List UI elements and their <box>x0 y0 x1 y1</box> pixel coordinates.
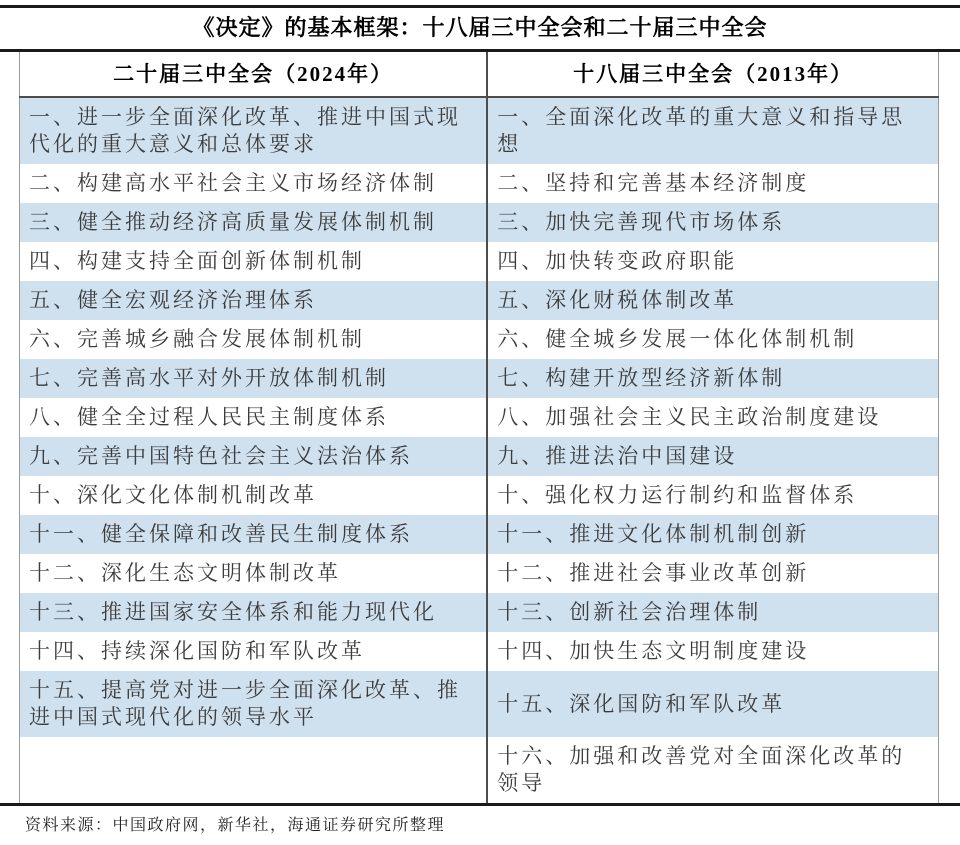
table-row <box>20 97 939 164</box>
framework-item-2013: 十二、推进社会事业改革创新 <box>487 554 938 593</box>
framework-item-2024: 七、完善高水平对外开放体制机制 <box>20 359 488 398</box>
table-row <box>20 671 939 737</box>
framework-item-2013: 十五、深化国防和军队改革 <box>487 671 938 737</box>
framework-item-2013: 十、强化权力运行制约和监督体系 <box>487 476 938 515</box>
table-row <box>20 515 939 554</box>
framework-item-2024: 十四、持续深化国防和军队改革 <box>20 632 488 671</box>
framework-item-2013: 一、全面深化改革的重大意义和指导思想 <box>487 97 938 164</box>
table-row <box>20 476 939 515</box>
table-header-row <box>20 52 939 97</box>
table-row <box>20 632 939 671</box>
framework-item-2013: 十四、加快生态文明制度建设 <box>487 632 938 671</box>
framework-item-2024: 九、完善中国特色社会主义法治体系 <box>20 437 488 476</box>
framework-item-2024: 十一、健全保障和改善民生制度体系 <box>20 515 488 554</box>
framework-item-2024: 十五、提高党对进一步全面深化改革、推进中国式现代化的领导水平 <box>20 671 488 737</box>
column-header-2013: 十八届三中全会（2013年） <box>487 52 938 97</box>
table-row <box>20 281 939 320</box>
table-row <box>20 437 939 476</box>
framework-item-2024: 二、构建高水平社会主义市场经济体制 <box>20 164 488 203</box>
framework-item-2013: 四、加快转变政府职能 <box>487 242 938 281</box>
comparison-table <box>19 52 939 803</box>
framework-item-2024: 十、深化文化体制机制改革 <box>20 476 488 515</box>
framework-item-2024 <box>20 737 488 803</box>
table-row <box>20 554 939 593</box>
table-row <box>20 164 939 203</box>
table-row <box>20 593 939 632</box>
table-row <box>20 320 939 359</box>
framework-item-2024: 一、进一步全面深化改革、推进中国式现代化的重大意义和总体要求 <box>20 97 488 164</box>
table-row <box>20 737 939 803</box>
framework-item-2013: 五、深化财税体制改革 <box>487 281 938 320</box>
framework-item-2013: 十一、推进文化体制机制创新 <box>487 515 938 554</box>
framework-item-2013: 六、健全城乡发展一体化体制机制 <box>487 320 938 359</box>
framework-item-2013: 十六、加强和改善党对全面深化改革的领导 <box>487 737 938 803</box>
source-note: 资料来源：中国政府网，新华社，海通证券研究所整理 <box>25 817 446 834</box>
table-row <box>20 242 939 281</box>
framework-item-2024: 十二、深化生态文明体制改革 <box>20 554 488 593</box>
framework-item-2013: 三、加快完善现代市场体系 <box>487 203 938 242</box>
framework-item-2013: 八、加强社会主义民主政治制度建设 <box>487 398 938 437</box>
framework-item-2013: 二、坚持和完善基本经济制度 <box>487 164 938 203</box>
table-row <box>20 359 939 398</box>
column-header-2024: 二十届三中全会（2024年） <box>20 52 488 97</box>
table-row <box>20 203 939 242</box>
framework-item-2013: 十三、创新社会治理体制 <box>487 593 938 632</box>
framework-item-2024: 五、健全宏观经济治理体系 <box>20 281 488 320</box>
framework-item-2013: 七、构建开放型经济新体制 <box>487 359 938 398</box>
framework-item-2024: 三、健全推动经济高质量发展体制机制 <box>20 203 488 242</box>
figure-title: 《决定》的基本框架：十八届三中全会和二十届三中全会 <box>192 15 768 40</box>
table-row <box>20 398 939 437</box>
framework-item-2024: 六、完善城乡融合发展体制机制 <box>20 320 488 359</box>
framework-item-2024: 四、构建支持全面创新体制机制 <box>20 242 488 281</box>
framework-item-2013: 九、推进法治中国建设 <box>487 437 938 476</box>
framework-item-2024: 十三、推进国家安全体系和能力现代化 <box>20 593 488 632</box>
framework-item-2024: 八、健全全过程人民民主制度体系 <box>20 398 488 437</box>
